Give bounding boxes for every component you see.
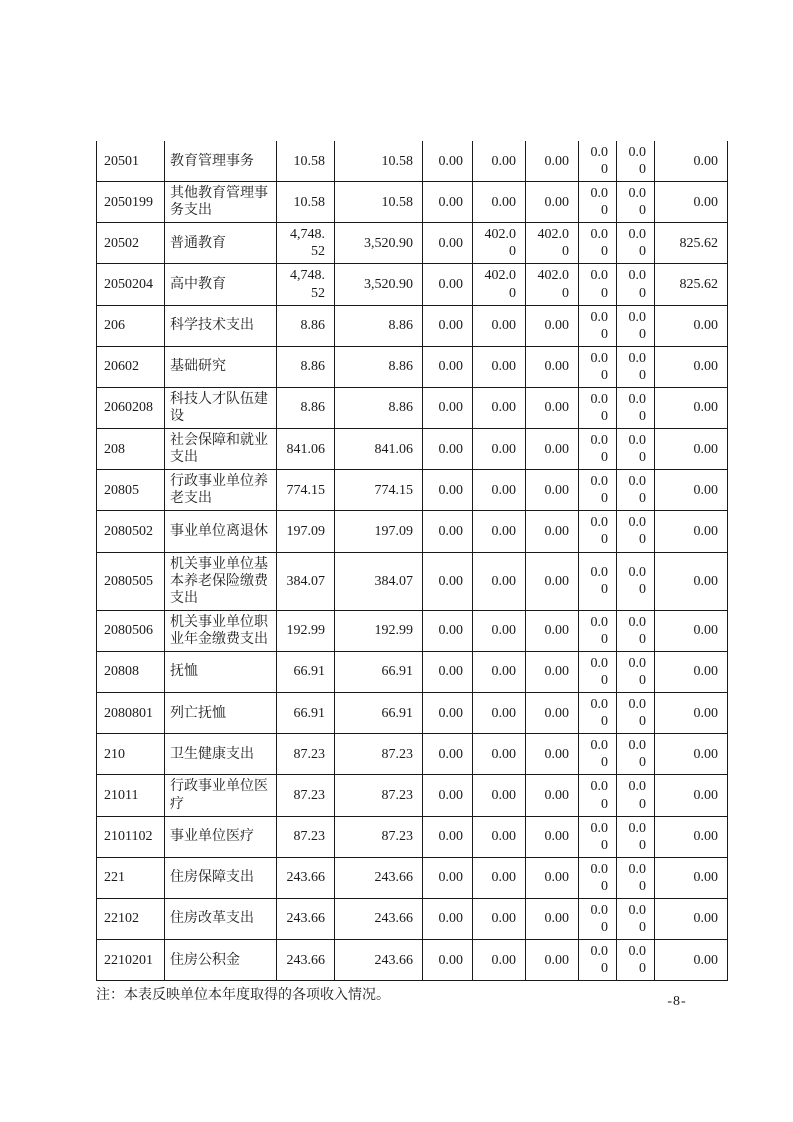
row-value-cell: 0.00 (579, 693, 617, 734)
row-value-cell: 0.00 (617, 857, 655, 898)
row-value-cell: 0.00 (579, 610, 617, 651)
row-value-cell: 841.06 (335, 429, 423, 470)
row-value-cell: 0.00 (617, 898, 655, 939)
row-value-cell: 0.00 (655, 775, 728, 816)
row-value-cell: 0.00 (655, 182, 728, 223)
row-value-cell: 0.00 (655, 734, 728, 775)
row-name-cell: 机关事业单位基本养老保险缴费支出 (165, 552, 277, 610)
row-value-cell: 0.00 (617, 693, 655, 734)
row-code-cell: 2050199 (97, 182, 165, 223)
row-value-cell: 0.00 (655, 940, 728, 981)
row-value-cell: 0.00 (617, 264, 655, 305)
row-value-cell: 0.00 (579, 775, 617, 816)
row-code-cell: 206 (97, 305, 165, 346)
row-code-cell: 2060208 (97, 387, 165, 428)
row-value-cell: 0.00 (655, 857, 728, 898)
row-value-cell: 0.00 (579, 346, 617, 387)
row-value-cell: 0.00 (473, 898, 526, 939)
row-value-cell: 0.00 (423, 651, 473, 692)
row-code-cell: 20805 (97, 470, 165, 511)
row-value-cell: 0.00 (579, 651, 617, 692)
row-value-cell: 774.15 (335, 470, 423, 511)
row-value-cell: 0.00 (423, 552, 473, 610)
row-value-cell: 0.00 (579, 857, 617, 898)
row-name-cell: 事业单位医疗 (165, 816, 277, 857)
row-value-cell: 0.00 (655, 693, 728, 734)
row-value-cell: 0.00 (473, 511, 526, 552)
row-value-cell: 0.00 (526, 511, 579, 552)
table-row (97, 470, 728, 511)
row-value-cell: 0.00 (617, 734, 655, 775)
row-value-cell: 0.00 (579, 511, 617, 552)
row-value-cell: 0.00 (579, 429, 617, 470)
row-name-cell: 住房保障支出 (165, 857, 277, 898)
table-row (97, 305, 728, 346)
row-value-cell: 197.09 (335, 511, 423, 552)
row-value-cell: 825.62 (655, 264, 728, 305)
row-value-cell: 66.91 (277, 651, 335, 692)
row-value-cell: 0.00 (579, 264, 617, 305)
row-value-cell: 0.00 (473, 429, 526, 470)
row-value-cell: 0.00 (473, 182, 526, 223)
row-value-cell: 0.00 (617, 940, 655, 981)
row-value-cell: 192.99 (277, 610, 335, 651)
row-name-cell: 其他教育管理事务支出 (165, 182, 277, 223)
row-value-cell: 0.00 (617, 651, 655, 692)
row-value-cell: 0.00 (655, 816, 728, 857)
row-value-cell: 0.00 (526, 182, 579, 223)
row-value-cell: 0.00 (579, 816, 617, 857)
row-code-cell: 20808 (97, 651, 165, 692)
row-value-cell: 0.00 (655, 651, 728, 692)
row-value-cell: 3,520.90 (335, 264, 423, 305)
row-value-cell: 0.00 (526, 651, 579, 692)
row-value-cell: 0.00 (617, 816, 655, 857)
row-value-cell: 0.00 (579, 223, 617, 264)
row-value-cell: 0.00 (617, 346, 655, 387)
row-value-cell: 0.00 (526, 429, 579, 470)
row-value-cell: 0.00 (423, 223, 473, 264)
row-value-cell: 0.00 (526, 610, 579, 651)
row-code-cell: 2080505 (97, 552, 165, 610)
table-row (97, 223, 728, 264)
row-value-cell: 0.00 (423, 610, 473, 651)
row-name-cell: 科技人才队伍建设 (165, 387, 277, 428)
row-value-cell: 0.00 (526, 734, 579, 775)
row-value-cell: 10.58 (335, 141, 423, 182)
row-value-cell: 0.00 (473, 857, 526, 898)
table-note: 注：本表反映单位本年度取得的各项收入情况。 (96, 988, 390, 1004)
row-value-cell: 0.00 (526, 775, 579, 816)
row-value-cell: 0.00 (579, 734, 617, 775)
row-value-cell: 0.00 (423, 470, 473, 511)
row-value-cell: 0.00 (526, 693, 579, 734)
row-value-cell: 4,748.52 (277, 223, 335, 264)
row-value-cell: 402.00 (473, 264, 526, 305)
row-value-cell: 243.66 (277, 940, 335, 981)
row-value-cell: 0.00 (579, 305, 617, 346)
row-value-cell: 0.00 (526, 470, 579, 511)
row-name-cell: 高中教育 (165, 264, 277, 305)
row-value-cell: 0.00 (473, 940, 526, 981)
row-value-cell: 0.00 (655, 346, 728, 387)
table-row (97, 429, 728, 470)
row-value-cell: 0.00 (423, 816, 473, 857)
row-name-cell: 社会保障和就业支出 (165, 429, 277, 470)
row-name-cell: 行政事业单位养老支出 (165, 470, 277, 511)
row-value-cell: 0.00 (423, 305, 473, 346)
table-row (97, 693, 728, 734)
row-value-cell: 0.00 (579, 940, 617, 981)
row-value-cell: 0.00 (526, 141, 579, 182)
row-value-cell: 4,748.52 (277, 264, 335, 305)
table-row (97, 734, 728, 775)
row-value-cell: 0.00 (526, 857, 579, 898)
page-number: -8- (667, 994, 687, 1009)
row-value-cell: 8.86 (277, 387, 335, 428)
row-value-cell: 3,520.90 (335, 223, 423, 264)
row-value-cell: 0.00 (473, 651, 526, 692)
row-value-cell: 0.00 (473, 693, 526, 734)
row-value-cell: 87.23 (277, 816, 335, 857)
row-value-cell: 841.06 (277, 429, 335, 470)
row-value-cell: 0.00 (655, 141, 728, 182)
row-value-cell: 0.00 (423, 693, 473, 734)
row-value-cell: 0.00 (423, 141, 473, 182)
row-value-cell: 0.00 (473, 387, 526, 428)
row-name-cell: 机关事业单位职业年金缴费支出 (165, 610, 277, 651)
row-value-cell: 10.58 (277, 141, 335, 182)
row-value-cell: 243.66 (335, 898, 423, 939)
row-value-cell: 384.07 (277, 552, 335, 610)
row-value-cell: 0.00 (617, 552, 655, 610)
row-value-cell: 0.00 (526, 387, 579, 428)
row-name-cell: 列亡抚恤 (165, 693, 277, 734)
row-value-cell: 0.00 (423, 346, 473, 387)
row-code-cell: 2101102 (97, 816, 165, 857)
row-code-cell: 20501 (97, 141, 165, 182)
row-value-cell: 0.00 (526, 552, 579, 610)
row-value-cell: 0.00 (473, 734, 526, 775)
table-row (97, 346, 728, 387)
row-value-cell: 8.86 (335, 346, 423, 387)
row-value-cell: 0.00 (655, 610, 728, 651)
row-value-cell: 0.00 (617, 223, 655, 264)
row-value-cell: 0.00 (473, 346, 526, 387)
row-value-cell: 0.00 (617, 511, 655, 552)
row-value-cell: 66.91 (335, 651, 423, 692)
row-value-cell: 402.00 (526, 223, 579, 264)
row-name-cell: 行政事业单位医疗 (165, 775, 277, 816)
row-value-cell: 0.00 (526, 346, 579, 387)
row-value-cell: 0.00 (473, 610, 526, 651)
row-value-cell: 0.00 (423, 734, 473, 775)
row-code-cell: 21011 (97, 775, 165, 816)
table-row (97, 264, 728, 305)
row-value-cell: 0.00 (423, 898, 473, 939)
row-value-cell: 0.00 (526, 940, 579, 981)
row-value-cell: 0.00 (579, 387, 617, 428)
row-value-cell: 66.91 (277, 693, 335, 734)
row-value-cell: 0.00 (617, 775, 655, 816)
row-value-cell: 197.09 (277, 511, 335, 552)
row-value-cell: 402.00 (473, 223, 526, 264)
table-row (97, 816, 728, 857)
row-value-cell: 87.23 (335, 816, 423, 857)
row-value-cell: 0.00 (655, 511, 728, 552)
row-value-cell: 87.23 (335, 734, 423, 775)
row-value-cell: 243.66 (335, 857, 423, 898)
row-value-cell: 0.00 (423, 940, 473, 981)
row-value-cell: 0.00 (655, 470, 728, 511)
row-value-cell: 0.00 (473, 775, 526, 816)
row-code-cell: 2080801 (97, 693, 165, 734)
table-row (97, 775, 728, 816)
row-code-cell: 208 (97, 429, 165, 470)
row-value-cell: 0.00 (473, 552, 526, 610)
row-value-cell: 0.00 (579, 470, 617, 511)
row-value-cell: 8.86 (277, 346, 335, 387)
row-code-cell: 22102 (97, 898, 165, 939)
table-row (97, 857, 728, 898)
row-value-cell: 774.15 (277, 470, 335, 511)
income-table (96, 141, 728, 981)
row-code-cell: 20602 (97, 346, 165, 387)
row-value-cell: 243.66 (277, 898, 335, 939)
row-value-cell: 0.00 (655, 898, 728, 939)
row-value-cell: 0.00 (473, 141, 526, 182)
table-row (97, 182, 728, 223)
row-value-cell: 0.00 (526, 305, 579, 346)
row-value-cell: 0.00 (655, 387, 728, 428)
row-code-cell: 2080502 (97, 511, 165, 552)
row-value-cell: 243.66 (335, 940, 423, 981)
row-value-cell: 66.91 (335, 693, 423, 734)
row-value-cell: 0.00 (617, 305, 655, 346)
row-value-cell: 0.00 (579, 182, 617, 223)
row-value-cell: 192.99 (335, 610, 423, 651)
row-name-cell: 抚恤 (165, 651, 277, 692)
row-name-cell: 事业单位离退休 (165, 511, 277, 552)
row-value-cell: 402.00 (526, 264, 579, 305)
row-value-cell: 0.00 (473, 470, 526, 511)
row-name-cell: 卫生健康支出 (165, 734, 277, 775)
table-row (97, 511, 728, 552)
table-row (97, 552, 728, 610)
row-name-cell: 科学技术支出 (165, 305, 277, 346)
row-value-cell: 8.86 (335, 387, 423, 428)
row-value-cell: 243.66 (277, 857, 335, 898)
row-value-cell: 0.00 (579, 552, 617, 610)
row-value-cell: 0.00 (526, 816, 579, 857)
row-value-cell: 0.00 (617, 141, 655, 182)
table-row (97, 651, 728, 692)
row-name-cell: 教育管理事务 (165, 141, 277, 182)
row-value-cell: 0.00 (526, 898, 579, 939)
row-value-cell: 0.00 (423, 182, 473, 223)
row-name-cell: 住房改革支出 (165, 898, 277, 939)
table-row (97, 141, 728, 182)
row-value-cell: 0.00 (655, 552, 728, 610)
row-code-cell: 2080506 (97, 610, 165, 651)
row-value-cell: 0.00 (473, 305, 526, 346)
row-name-cell: 普通教育 (165, 223, 277, 264)
row-value-cell: 87.23 (277, 775, 335, 816)
row-code-cell: 20502 (97, 223, 165, 264)
row-value-cell: 0.00 (655, 305, 728, 346)
row-value-cell: 825.62 (655, 223, 728, 264)
row-value-cell: 0.00 (579, 141, 617, 182)
row-value-cell: 0.00 (423, 511, 473, 552)
row-value-cell: 0.00 (423, 264, 473, 305)
row-name-cell: 住房公积金 (165, 940, 277, 981)
row-value-cell: 0.00 (423, 387, 473, 428)
row-value-cell: 0.00 (617, 387, 655, 428)
row-value-cell: 0.00 (617, 429, 655, 470)
row-value-cell: 8.86 (277, 305, 335, 346)
row-value-cell: 0.00 (423, 429, 473, 470)
table-row (97, 387, 728, 428)
row-value-cell: 87.23 (277, 734, 335, 775)
row-value-cell: 87.23 (335, 775, 423, 816)
row-value-cell: 0.00 (617, 182, 655, 223)
row-value-cell: 0.00 (655, 429, 728, 470)
row-value-cell: 0.00 (617, 610, 655, 651)
table-row (97, 898, 728, 939)
row-value-cell: 0.00 (473, 816, 526, 857)
row-value-cell: 8.86 (335, 305, 423, 346)
row-value-cell: 10.58 (277, 182, 335, 223)
row-code-cell: 221 (97, 857, 165, 898)
row-code-cell: 2210201 (97, 940, 165, 981)
row-value-cell: 0.00 (423, 857, 473, 898)
row-value-cell: 0.00 (617, 470, 655, 511)
income-table-block (96, 141, 727, 1004)
row-value-cell: 384.07 (335, 552, 423, 610)
table-row (97, 940, 728, 981)
row-code-cell: 210 (97, 734, 165, 775)
table-row (97, 610, 728, 651)
row-value-cell: 0.00 (423, 775, 473, 816)
income-table-body (97, 141, 728, 981)
row-code-cell: 2050204 (97, 264, 165, 305)
row-value-cell: 10.58 (335, 182, 423, 223)
row-name-cell: 基础研究 (165, 346, 277, 387)
row-value-cell: 0.00 (579, 898, 617, 939)
